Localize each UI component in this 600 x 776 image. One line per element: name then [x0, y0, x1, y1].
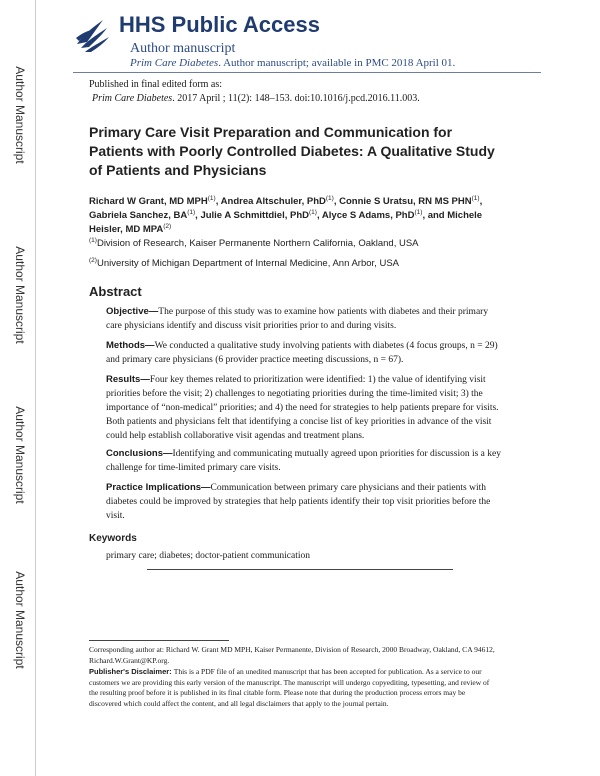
journal-availability: Prim Care Diabetes. Author manuscript; available in PMC 2018 April 01.	[130, 57, 456, 69]
keywords-heading: Keywords	[89, 533, 137, 544]
abstract-results: Results—Four key themes related to prioritization were identified: 1) the value of identifying visit priorities before the visit; 2) challenges to negotiating priorities during the time-limited visit; 3) the importance of “non-medical” priorities; and 4) the need for strategies to help patients prepare for visits. Both patients and physicians felt that identifying a concise list of key priorities in advance of the visit could help establish collaborative visit agendas and treatment plans.	[106, 374, 499, 441]
keywords-rule	[147, 569, 453, 570]
side-label: Author Manuscript	[13, 406, 27, 504]
keywords-list: primary care; diabetes; doctor-patient communication	[106, 551, 310, 561]
corresponding-author-note: Corresponding author at: Richard W. Grant MD MPH, Kaiser Permanente, Division of Research, 2000 Broadway, Oakland, CA 94612, Richard.W.Grant@KP.org.	[89, 645, 495, 665]
abstract-methods: Methods—We conducted a qualitative study involving patients with diabetes (4 focus groups, n = 29) and primary care physicians (6 provider practice meeting discussions, n = 67).	[106, 340, 498, 365]
abstract-objective: Objective—The purpose of this study was to examine how patients with diabetes and their primary care physicians identify and discuss visit priorities prior to and during visits.	[106, 306, 489, 331]
abstract-practice-implications: Practice Implications—Communication between primary care physicians and their patients with diabetes could be improved by strategies that help patients identify their top visit priorities before the visit.	[106, 482, 491, 521]
paper-title: Primary Care Visit Preparation and Communication for Patients with Poorly Controlled Diabetes: A Qualitative Study of Patients and Physicians	[89, 124, 495, 178]
margin-rule	[35, 0, 36, 776]
header-rule	[73, 72, 541, 73]
hhs-title: HHS Public Access	[119, 12, 320, 37]
side-label: Author Manuscript	[13, 246, 27, 344]
author-manuscript-label: Author manuscript	[130, 41, 236, 56]
abstract-heading: Abstract	[89, 284, 142, 299]
author-list: Richard W Grant, MD MPH$^{(1)}$, Andrea Altschuler, PhD$^{(1)}$, Connie S Uratsu, RN MS PHN$^{(1)}$, Gabriela Sanchez, BA$^{(1)}$, Julie A Schmittdiel, PhD$^{(1)}$, Alyce S Adams, PhD$^{(1)}$, and Michele Heisler, MD MPA$^{(2)}$	[89, 194, 483, 235]
publisher-disclaimer: Publisher's Disclaimer: This is a PDF file of an unedited manuscript that has been accepted for publication. As a service to our customers we are providing this early version of the manuscript. The manuscript will undergo copyediting, typesetting, and review of the resulting proof before it is published in its final citable form. Please note that during the production process errors may be discovered which could affect the content, and all legal disclaimers that apply to the journal pertain.	[89, 667, 490, 708]
footnote-rule	[89, 640, 229, 641]
abstract-conclusions: Conclusions—Identifying and communicating mutually agreed upon priorities for discussion is a key challenge for time-limited primary care visits.	[106, 448, 501, 473]
hhs-eagle-logo-icon	[73, 14, 111, 58]
side-label: Author Manuscript	[13, 66, 27, 164]
published-info: Published in final edited form as: Prim Care Diabetes. 2017 April ; 11(2): 148–153. doi:10.1016/j.pcd.2016.11.003.	[89, 79, 420, 104]
affiliation-1: $^{(1)}$Division of Research, Kaiser Permanente Northern California, Oakland, USA	[89, 236, 419, 249]
affiliation-2: $^{(2)}$University of Michigan Department of Internal Medicine, Ann Arbor, USA	[89, 256, 399, 269]
side-label: Author Manuscript	[13, 571, 27, 669]
